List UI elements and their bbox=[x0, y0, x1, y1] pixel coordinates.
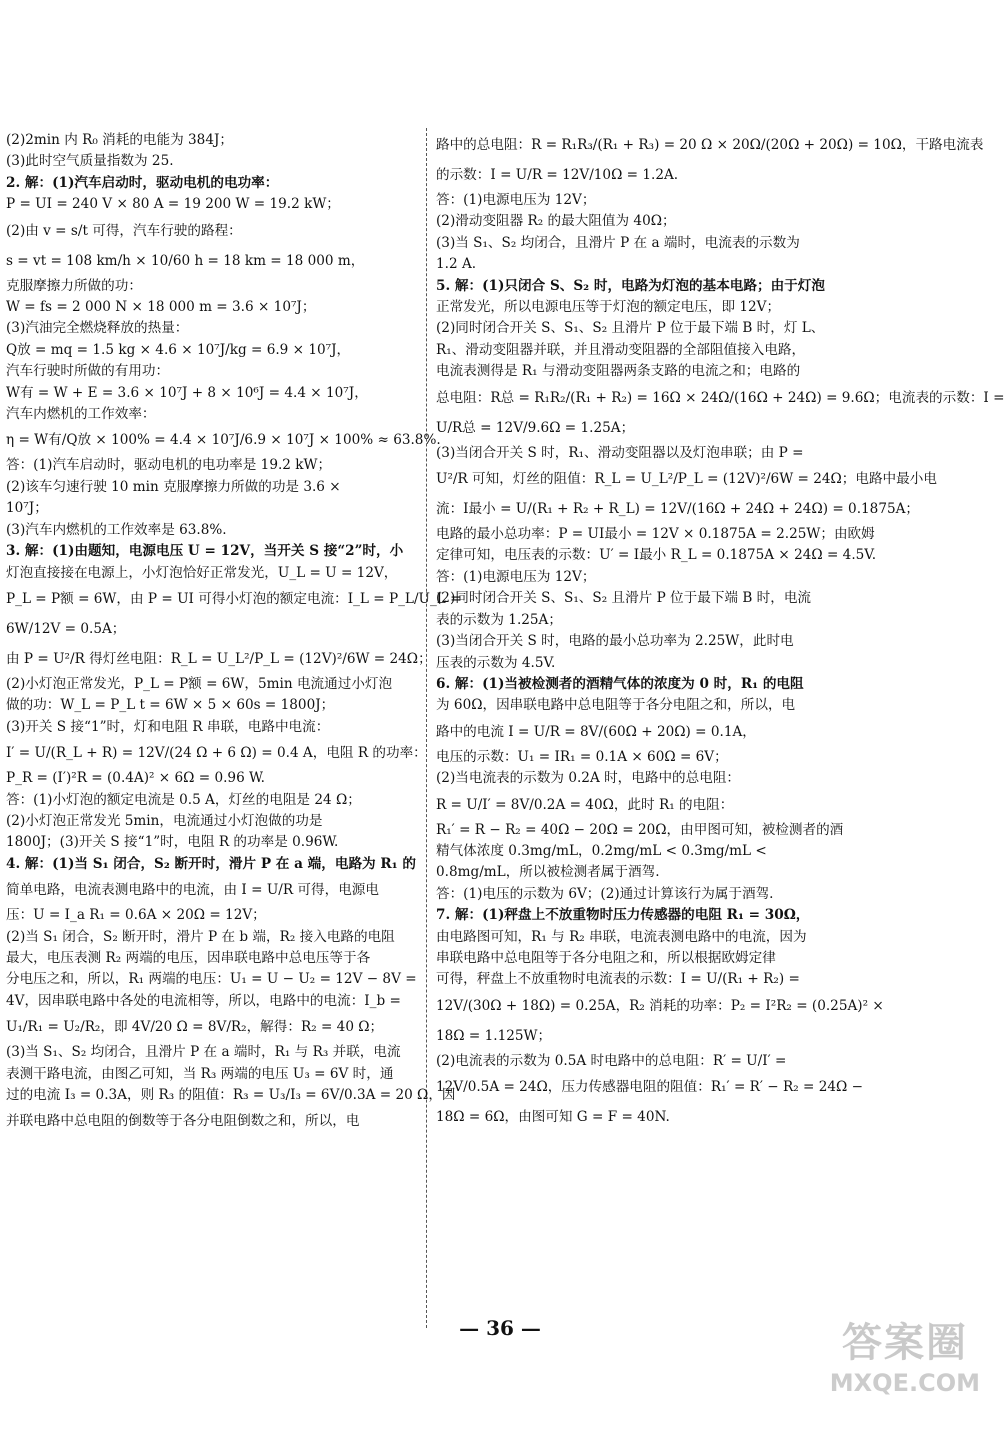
text-line: 最大，电压表测 R₂ 两端的电压，因串联电路中总电压等于各 bbox=[6, 949, 371, 966]
text-line: 12V/(30Ω + 18Ω) = 0.25A，R₂ 消耗的功率：P₂ = I²R₂ = (0.25A)² × bbox=[436, 997, 884, 1014]
text-line: 精气体浓度 0.3mg/mL，0.2mg/mL < 0.3mg/mL < bbox=[436, 842, 767, 859]
text-line: 简单电路，电流表测电路中的电流，由 I = U/R 可得，电源电 bbox=[6, 882, 379, 899]
text-line: 由电路图可知，R₁ 与 R₂ 串联，电流表测电路中的电流，因为 bbox=[436, 928, 807, 945]
text-line: R₁、滑动变阻器并联，并且滑动变阻器的全部阻值接入电路， bbox=[436, 341, 806, 358]
text-line: 4. 解：(1)当 S₁ 闭合，S₂ 断开时，滑片 P 在 a 端，电路为 R₁ 的 bbox=[6, 855, 416, 872]
text-line: (3)开关 S 接“1”时，灯和电阻 R 串联，电路中电流： bbox=[6, 718, 330, 735]
text-line: 12V/0.5A = 24Ω，压力传感器电阻的阻值：R₁′ = R′ − R₂ = 24Ω − bbox=[436, 1079, 864, 1096]
text-line: 汽车内燃机的工作效率： bbox=[6, 406, 156, 423]
text-line: 1800J；(3)开关 S 接“1”时，电阻 R 的功率是 0.96W. bbox=[6, 834, 339, 851]
text-line: 0.8mg/mL，所以被检测者属于酒驾. bbox=[436, 864, 660, 881]
text-line: 3. 解：(1)由题知，电源电压 U = 12V，当开关 S 接“2”时，小 bbox=[6, 543, 404, 560]
right-column bbox=[436, 130, 1005, 1132]
text-line: 流：I最小 = U/(R₁ + R₂ + R_L) = 12V/(16Ω + 24Ω + 24Ω) = 0.1875A； bbox=[436, 501, 920, 518]
text-line: (2)小灯泡正常发光 5min，电流通过小灯泡做的功是 bbox=[6, 812, 323, 829]
text-line: 2. 解：(1)汽车启动时，驱动电机的电功率： bbox=[6, 174, 279, 191]
text-line: 正常发光，所以电源电压等于灯泡的额定电压，即 12V； bbox=[436, 299, 781, 316]
text-line: 4V，因串联电路中各处的电流相等，所以，电路中的电流：I_b = bbox=[6, 992, 401, 1009]
text-line: 10⁷J； bbox=[6, 500, 48, 517]
text-line: 总电阻：R总 = R₁R₂/(R₁ + R₂) = 16Ω × 24Ω/(16Ω + 24Ω) = 9.6Ω；电流表的示数：I = bbox=[436, 389, 1005, 406]
text-line: (3)此时空气质量指数为 25. bbox=[6, 153, 174, 170]
text-line: 并联电路中总电阻的倒数等于各分电阻倒数之和，所以，电 bbox=[6, 1113, 360, 1130]
text-line: (3)汽油完全燃烧释放的热量： bbox=[6, 320, 189, 337]
text-line: R₁′ = R − R₂ = 40Ω − 20Ω = 20Ω，由甲图可知，被检测者的酒 bbox=[436, 821, 844, 838]
text-line: 过的电流 I₃ = 0.3A，则 R₃ 的阻值：R₃ = U₃/I₃ = 6V/0.3A = 20 Ω，因 bbox=[6, 1087, 456, 1103]
text-line: 答：(1)电压的示数为 6V；(2)通过计算该行为属于酒驾. bbox=[436, 885, 774, 902]
text-line: 6W/12V = 0.5A； bbox=[6, 620, 126, 637]
text-line: 7. 解：(1)秤盘上不放重物时压力传感器的电阻 R₁ = 30Ω， bbox=[436, 907, 810, 924]
page-number: — 36 — bbox=[459, 1316, 541, 1340]
text-line: 汽车行驶时所做的有用功： bbox=[6, 363, 170, 380]
text-line: 答：(1)电源电压为 12V； bbox=[436, 192, 596, 208]
text-line: U²/R 可知，灯丝的阻值：R_L = U_L²/P_L = (12V)²/6W = 24Ω；电路中最小电 bbox=[436, 471, 937, 488]
text-line: 克服摩擦力所做的功： bbox=[6, 277, 142, 294]
text-line: 电压的示数：U₁ = IR₁ = 0.1A × 60Ω = 6V； bbox=[436, 748, 728, 765]
text-line: 答：(1)电源电压为 12V； bbox=[436, 568, 596, 585]
text-line: 6. 解：(1)当被检测者的酒精气体的浓度为 0 时，R₁ 的电阻 bbox=[436, 675, 804, 692]
text-line: 18Ω = 1.125W； bbox=[436, 1027, 552, 1044]
text-line: 电路的最小总功率：P = UI最小 = 12V × 0.1875A = 2.25W；由欧姆 bbox=[436, 526, 875, 543]
text-line: (2)小灯泡正常发光，P_L = P额 = 6W，5min 电流通过小灯泡 bbox=[6, 675, 393, 692]
text-line: (3)汽车内燃机的工作效率是 63.8%. bbox=[6, 521, 227, 538]
text-line: (3)当闭合开关 S 时，电路的最小总功率为 2.25W，此时电 bbox=[436, 633, 794, 650]
text-line: 表测干路电流，由图乙可知，当 R₃ 两端的电压 U₃ = 6V 时，通 bbox=[6, 1065, 394, 1082]
watermark-url: MXQE.COM bbox=[829, 1369, 980, 1397]
text-line: U₁/R₁ = U₂/R₂，即 4V/20 Ω = 8V/R₂，解得：R₂ = 40 Ω； bbox=[6, 1019, 384, 1036]
text-line: P_R = (I′)²R = (0.4A)² × 6Ω = 0.96 W. bbox=[6, 770, 265, 787]
text-line: (2)当电流表的示数为 0.2A 时，电路中的总电阻： bbox=[436, 770, 741, 787]
watermark-logo bbox=[796, 1311, 986, 1431]
text-line: 5. 解：(1)只闭合 S、S₂ 时，电路为灯泡的基本电路；由于灯泡 bbox=[436, 277, 825, 294]
text-line: 由 P = U²/R 得灯丝电阻：R_L = U_L²/P_L = (12V)²/6W = 24Ω； bbox=[6, 650, 432, 667]
text-line: (2)同时闭合开关 S、S₁、S₂ 且滑片 P 位于最下端 B 时，电流 bbox=[436, 590, 812, 607]
text-line: 可得，秤盘上不放重物时电流表的示数：I = U/(R₁ + R₂) = bbox=[436, 971, 800, 988]
text-line: 定律可知，电压表的示数：U′ = I最小 R_L = 0.1875A × 24Ω = 4.5V. bbox=[436, 547, 877, 564]
text-line: U/R总 = 12V/9.6Ω = 1.25A； bbox=[436, 419, 635, 436]
text-line: (2)滑动变阻器 R₂ 的最大阻值为 40Ω； bbox=[436, 213, 676, 230]
text-line: 表的示数为 1.25A； bbox=[436, 611, 562, 628]
text-line: 路中的总电阻：R = R₁R₃/(R₁ + R₃) = 20 Ω × 20Ω/(20Ω + 20Ω) = 10Ω，干路电流表 bbox=[436, 137, 984, 153]
text-line: (2)电流表的示数为 0.5A 时电路中的总电阻：R′ = U/I′ = bbox=[436, 1052, 787, 1069]
text-line: (3)当闭合开关 S 时，R₁、滑动变阻器以及灯泡串联；由 P = bbox=[436, 444, 804, 461]
text-line: W有 = W + E = 3.6 × 10⁷J + 8 × 10⁶J = 4.4 × 10⁷J， bbox=[6, 384, 368, 401]
text-line: P = UI = 240 V × 80 A = 19 200 W = 19.2 kW； bbox=[6, 196, 340, 213]
text-line: (3)当 S₁、S₂ 均闭合，且滑片 P 在 a 端时，R₁ 与 R₃ 并联，电流 bbox=[6, 1044, 401, 1061]
text-line: 1.2 A. bbox=[436, 256, 477, 273]
text-line: 18Ω = 6Ω，由图可知 G = F = 40N. bbox=[436, 1109, 670, 1126]
text-line: 做的功：W_L = P_L t = 6W × 5 × 60s = 1800J； bbox=[6, 697, 335, 714]
text-line: (2)同时闭合开关 S、S₁、S₂ 且滑片 P 位于最下端 B 时，灯 L、 bbox=[436, 320, 825, 337]
text-line: I′ = U/(R_L + R) = 12V/(24 Ω + 6 Ω) = 0.4 A，电阻 R 的功率： bbox=[6, 745, 427, 762]
text-line: 灯泡直接接在电源上，小灯泡恰好正常发光，U_L = U = 12V， bbox=[6, 564, 398, 581]
text-line: s = vt = 108 km/h × 10/60 h = 18 km = 18 000 m， bbox=[6, 252, 365, 269]
text-line: η = W有/Q放 × 100% = 4.4 × 10⁷J/6.9 × 10⁷J × 100% ≈ 63.8%. bbox=[6, 432, 441, 449]
text-line: 分电压之和，所以，R₁ 两端的电压：U₁ = U − U₂ = 12V − 8V = bbox=[6, 971, 417, 988]
text-line: 串联电路中总电阻等于各分电阻之和，所以根据欧姆定律 bbox=[436, 949, 776, 966]
text-line: 路中的电流 I = U/R = 8V/(60Ω + 20Ω) = 0.1A， bbox=[436, 723, 756, 740]
text-line: 为 60Ω，因串联电路中总电阻等于各分电阻之和，所以，电 bbox=[436, 697, 796, 714]
text-line: 答：(1)小灯泡的额定电流是 0.5 A，灯丝的电阻是 24 Ω； bbox=[6, 791, 361, 808]
text-line: (2)该车匀速行驶 10 min 克服摩擦力所做的功是 3.6 × bbox=[6, 478, 341, 495]
column-divider bbox=[426, 128, 427, 1328]
text-line: W = fs = 2 000 N × 18 000 m = 3.6 × 10⁷J； bbox=[6, 299, 316, 316]
watermark-text: 答案圈 bbox=[842, 1319, 968, 1366]
text-line: (2)2min 内 R₀ 消耗的电能为 384J； bbox=[6, 132, 234, 148]
text-line: P_L = P额 = 6W，由 P = UI 可得小灯泡的额定电流：I_L = P_L/U_L = bbox=[6, 590, 462, 607]
text-line: (2)由 v = s/t 可得，汽车行驶的路程： bbox=[6, 222, 242, 239]
text-line: 压表的示数为 4.5V. bbox=[436, 654, 556, 671]
text-line: Q放 = mq = 1.5 kg × 4.6 × 10⁷J/kg = 6.9 × 10⁷J， bbox=[6, 341, 351, 358]
text-line: (2)当 S₁ 闭合，S₂ 断开时，滑片 P 在 b 端，R₂ 接入电路的电阻 bbox=[6, 928, 395, 945]
text-line: 压：U = I_a R₁ = 0.6A × 20Ω = 12V； bbox=[6, 907, 266, 924]
text-line: 答：(1)汽车启动时，驱动电机的电功率是 19.2 kW； bbox=[6, 457, 332, 474]
text-line: (3)当 S₁、S₂ 均闭合，且滑片 P 在 a 端时，电流表的示数为 bbox=[436, 234, 800, 251]
text-line: R = U/I′ = 8V/0.2A = 40Ω，此时 R₁ 的电阻： bbox=[436, 796, 734, 813]
text-line: 电流表测得是 R₁ 与滑动变阻器两条支路的电流之和；电路的 bbox=[436, 363, 801, 380]
text-line: 的示数：I = U/R = 12V/10Ω = 1.2A. bbox=[436, 167, 679, 183]
